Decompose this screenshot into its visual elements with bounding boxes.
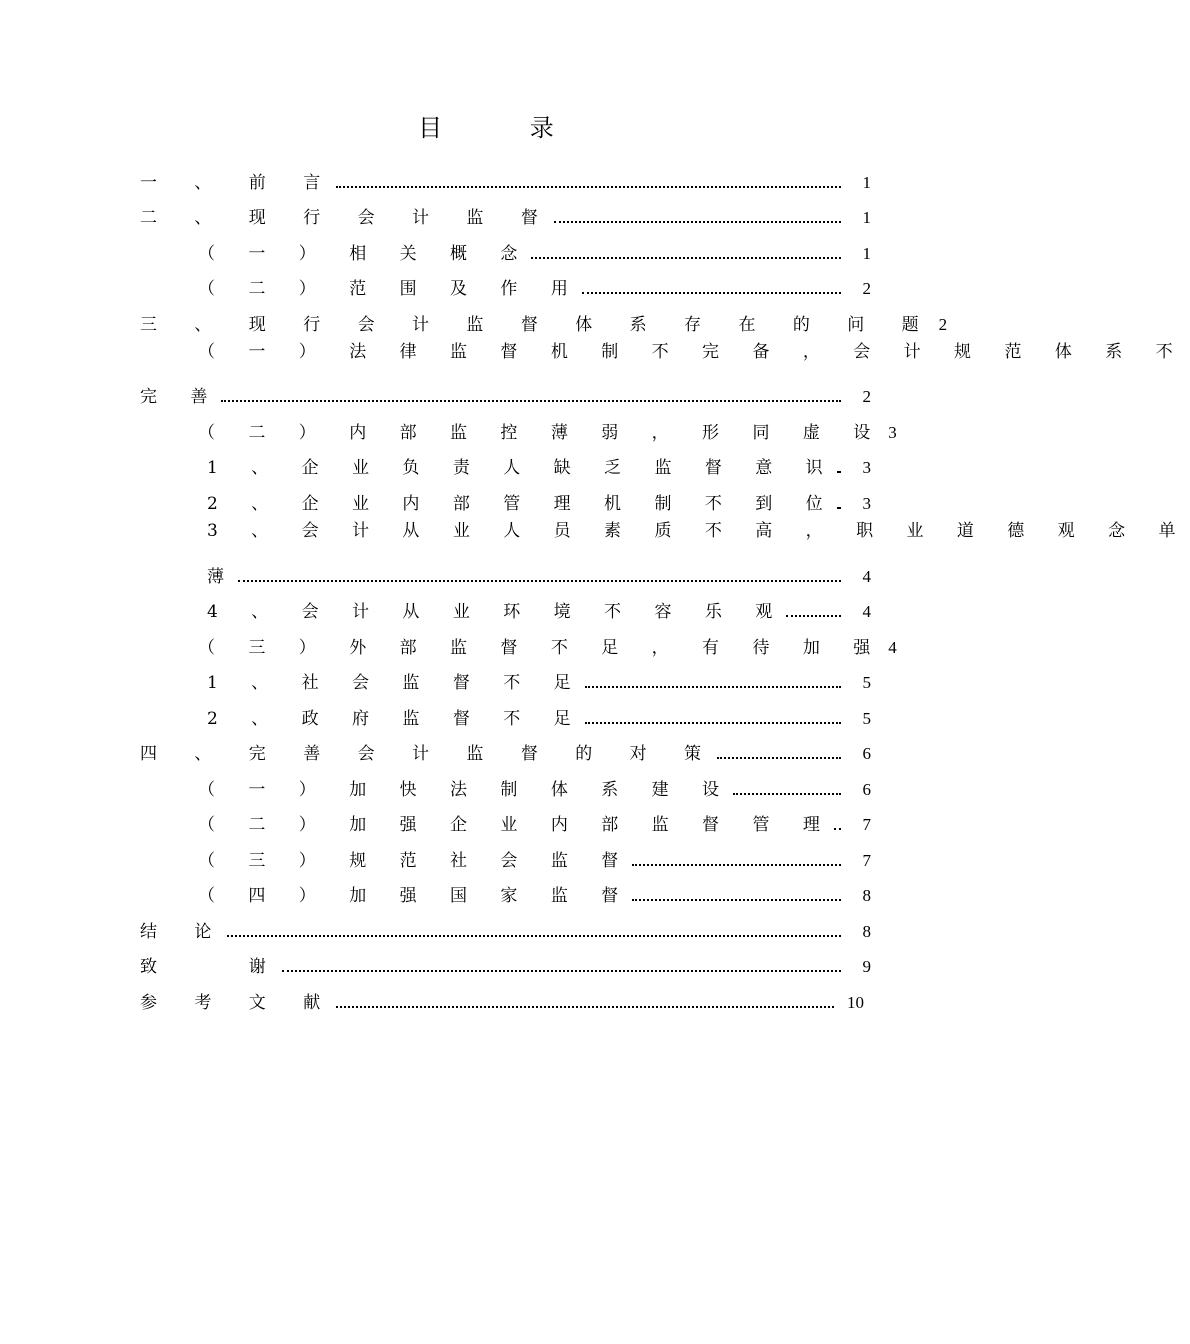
toc-entry-page: 5 <box>862 709 871 728</box>
toc-entry[interactable] <box>198 622 897 658</box>
toc-entry[interactable] <box>140 941 871 977</box>
leader-dots <box>786 614 841 617</box>
toc-entry[interactable] <box>140 371 871 407</box>
toc-entry-page: 4 <box>862 602 871 621</box>
toc-entry-label: 薄 <box>207 567 238 587</box>
toc-entry-page: 2 <box>938 315 948 334</box>
toc-entry-page: 7 <box>862 851 871 870</box>
toc-entry-page: 2 <box>862 387 871 406</box>
toc-entry[interactable] <box>198 764 871 800</box>
leader-dots <box>632 863 841 866</box>
toc-entry-label: 结 论 <box>140 922 228 942</box>
toc-entry-label: 1 、 社 会 监 督 不 足 <box>207 673 585 693</box>
toc-entry[interactable] <box>207 586 871 622</box>
toc-entry-label: （ 一 ） 加 快 法 制 体 系 建 设 <box>198 780 734 800</box>
toc-entry-page: 3 <box>862 458 871 477</box>
toc-entry-label: （ 一 ） 相 关 概 念 <box>198 244 532 264</box>
toc-entry-label: （ 四 ） 加 强 国 家 监 督 <box>198 886 633 906</box>
toc-entry-page: 8 <box>862 886 871 905</box>
toc-entry-label: 一 、 前 言 <box>140 173 337 193</box>
toc-entry-page: 6 <box>862 744 871 763</box>
toc-entry-page: 4 <box>888 638 897 657</box>
leader-dots <box>632 898 841 901</box>
toc-entry-label: 三 、 现 行 会 计 监 督 体 系 存 在 的 问 题 <box>140 315 935 335</box>
toc-entry[interactable] <box>207 478 871 514</box>
toc-entry-label: 完 善 <box>140 387 222 407</box>
toc-entry-label: 1 、 企 业 负 责 人 缺 乏 监 督 意 识 <box>207 458 837 478</box>
toc-entry-page: 3 <box>888 423 897 442</box>
toc-entry-label: （ 二 ） 范 围 及 作 用 <box>198 279 582 299</box>
toc-entry[interactable] <box>207 442 871 478</box>
toc-entry[interactable] <box>140 157 871 193</box>
toc-entry[interactable] <box>198 228 871 264</box>
toc-entry[interactable] <box>198 835 871 871</box>
toc-entry-page: 9 <box>862 957 871 976</box>
leader-dots <box>336 1005 834 1008</box>
toc-entry-page: 7 <box>862 815 871 834</box>
toc-entry-page: 3 <box>862 494 871 513</box>
toc-entry[interactable] <box>198 263 871 299</box>
toc-entry-label: 四 、 完 善 会 计 监 督 的 对 策 <box>140 744 718 764</box>
toc-entry[interactable] <box>140 192 871 228</box>
toc-entry[interactable] <box>207 693 871 729</box>
toc-entry-page: 10 <box>847 993 864 1012</box>
toc-entry[interactable] <box>198 799 871 835</box>
toc-entry[interactable] <box>140 977 864 1013</box>
toc-entry-label: （ 二 ） 内 部 监 控 薄 弱 ， 形 同 虚 设 <box>198 423 885 443</box>
leader-dots <box>336 185 841 188</box>
toc-entry[interactable] <box>140 728 871 764</box>
toc-entry-label: （ 三 ） 规 范 社 会 监 督 <box>198 851 633 871</box>
toc-entry-label-line1: （ 一 ） 法 律 监 督 机 制 不 完 备 ， 会 计 规 范 体 系 不 <box>198 342 1187 362</box>
toc-entry[interactable] <box>140 299 948 335</box>
leader-dots <box>585 685 841 688</box>
toc-entry-page: 4 <box>862 567 871 586</box>
leader-dots <box>282 969 841 972</box>
toc-entry-page: 8 <box>862 922 871 941</box>
toc-entry-page: 5 <box>862 673 871 692</box>
toc-entry-label: （ 三 ） 外 部 监 督 不 足 ， 有 待 加 强 <box>198 638 885 658</box>
leader-dots <box>554 220 841 223</box>
toc-entry-page: 1 <box>862 208 871 227</box>
toc-entry-label: 二 、 现 行 会 计 监 督 <box>140 208 554 228</box>
toc-entry-page: 2 <box>862 279 871 298</box>
toc-entry[interactable] <box>207 551 871 587</box>
leader-dots <box>717 756 841 759</box>
leader-dots <box>837 506 841 509</box>
toc-entry-label: （ 二 ） 加 强 企 业 内 部 监 督 管 理 <box>198 815 834 835</box>
toc-entry-page: 1 <box>862 173 871 192</box>
toc-entry-page: 1 <box>862 244 871 263</box>
leader-dots <box>733 792 841 795</box>
leader-dots <box>221 399 841 402</box>
toc-entry[interactable] <box>198 407 897 443</box>
leader-dots <box>531 256 841 259</box>
toc-entry[interactable] <box>140 906 871 942</box>
leader-dots <box>837 470 841 473</box>
toc-entry-label: 4 、 会 计 从 业 环 境 不 容 乐 观 <box>207 602 787 622</box>
leader-dots <box>834 827 841 830</box>
toc-entry-page: 6 <box>862 780 871 799</box>
leader-dots <box>582 291 841 294</box>
toc-entry-label: 致 谢 <box>140 957 282 977</box>
toc-entry[interactable] <box>198 870 871 906</box>
toc-entry-label: 参 考 文 献 <box>140 993 337 1013</box>
toc-entry[interactable] <box>207 657 871 693</box>
leader-dots <box>238 579 841 582</box>
toc-entry-label-line1: 3 、 会 计 从 业 人 员 素 质 不 高 ， 职 业 道 德 观 念 单 <box>207 521 1190 541</box>
leader-dots <box>585 721 841 724</box>
toc-entry-label: 2 、 政 府 监 督 不 足 <box>207 709 585 729</box>
toc-title: 目 录 <box>418 114 594 142</box>
toc-entry-label: 2 、 企 业 内 部 管 理 机 制 不 到 位 <box>207 494 837 514</box>
leader-dots <box>227 934 841 937</box>
